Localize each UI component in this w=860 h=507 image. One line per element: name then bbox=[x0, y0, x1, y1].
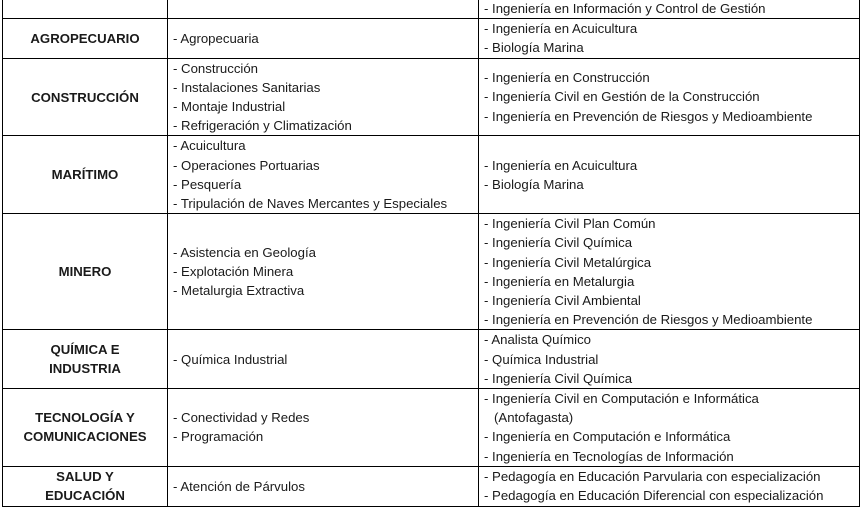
carreras-cell bbox=[479, 58, 860, 136]
text-line: - Analista Químico bbox=[484, 332, 592, 348]
text-line: SALUD Y bbox=[56, 469, 114, 485]
table-row bbox=[3, 466, 860, 506]
text-line: QUÍMICA E bbox=[50, 342, 120, 358]
text-line: - Ingeniería en Construcción bbox=[484, 70, 650, 86]
text-line: - Ingeniería Civil Metalúrgica bbox=[484, 254, 652, 270]
text-line: COMUNICACIONES bbox=[23, 429, 147, 445]
text-line: CONSTRUCCIÓN bbox=[31, 89, 139, 105]
text-line: (Antofagasta) bbox=[494, 410, 574, 426]
text-line: - Acuicultura bbox=[173, 138, 246, 154]
text-line: - Ingeniería Civil Química bbox=[484, 370, 633, 386]
especialidades-cell bbox=[168, 136, 479, 214]
area-cell bbox=[3, 214, 168, 330]
especialidades-cell bbox=[168, 330, 479, 389]
carreras-cell bbox=[479, 466, 860, 506]
text-line: MINERO bbox=[58, 264, 112, 280]
text-line: - Ingeniería Civil Ambiental bbox=[484, 293, 641, 309]
text-line: - Refrigeración y Climatización bbox=[173, 118, 352, 134]
text-line: - Ingeniería en Tecnologías de Información bbox=[484, 448, 734, 464]
text-line: - Pedagogía en Educación Parvularia con especialización bbox=[484, 469, 821, 485]
text-line: INDUSTRIA bbox=[49, 361, 121, 377]
table-row bbox=[3, 19, 860, 58]
text-line: - Montaje Industrial bbox=[173, 99, 286, 115]
table-row bbox=[3, 389, 860, 467]
especialidades-cell bbox=[168, 214, 479, 330]
table-row bbox=[3, 58, 860, 136]
table-row bbox=[3, 330, 860, 389]
text-line: EDUCACIÓN bbox=[45, 488, 125, 504]
text-line: - Ingeniería en Información y Control de Gestión bbox=[484, 1, 766, 16]
text-line: - Instalaciones Sanitarias bbox=[173, 79, 321, 95]
text-line: TECNOLOGÍA Y bbox=[35, 410, 135, 426]
text-line: - Ingeniería en Acuicultura bbox=[484, 21, 638, 37]
carreras-cell bbox=[479, 330, 860, 389]
text-line: - Tripulación de Naves Mercantes y Especiales bbox=[173, 196, 448, 212]
text-line: - Química Industrial bbox=[173, 351, 288, 367]
text-line: - Atención de Párvulos bbox=[173, 478, 305, 494]
text-line: - Ingeniería en Computación e Informática bbox=[484, 429, 731, 445]
especialidades-cell bbox=[168, 389, 479, 467]
text-line: - Agropecuaria bbox=[173, 30, 259, 46]
text-line: - Ingeniería Civil en Computación e Informática bbox=[484, 391, 759, 407]
text-line: - Operaciones Portuarias bbox=[173, 157, 320, 173]
text-line: - Conectividad y Redes bbox=[173, 410, 310, 426]
text-line: - Construcción bbox=[173, 60, 259, 76]
area-cell bbox=[3, 330, 168, 389]
text-line: - Ingeniería en Prevención de Riesgos y Medioambiente bbox=[484, 108, 813, 124]
text-line: - Pedagogía en Educación Diferencial con especialización bbox=[484, 488, 824, 504]
area-cell bbox=[3, 58, 168, 136]
area-cell bbox=[3, 136, 168, 214]
text-line: - Ingeniería en Metalurgia bbox=[484, 273, 635, 289]
text-line: - Química Industrial bbox=[484, 351, 599, 367]
carreras-cell bbox=[479, 389, 860, 467]
text-line: - Metalurgia Extractiva bbox=[173, 283, 305, 299]
table-row bbox=[3, 214, 860, 330]
table-row bbox=[3, 0, 860, 19]
area-cell bbox=[3, 19, 168, 58]
text-line: - Explotación Minera bbox=[173, 264, 294, 280]
careers-table bbox=[2, 0, 860, 507]
area-cell bbox=[3, 0, 168, 19]
table-row bbox=[3, 136, 860, 214]
text-line: AGROPECUARIO bbox=[30, 30, 140, 46]
text-line: MARÍTIMO bbox=[51, 167, 119, 183]
carreras-cell bbox=[479, 136, 860, 214]
text-line: - Ingeniería Civil en Gestión de la Construcción bbox=[484, 89, 760, 105]
text-line: - Ingeniería en Prevención de Riesgos y Medioambiente bbox=[484, 312, 813, 328]
text-line: - Ingeniería en Acuicultura bbox=[484, 157, 638, 173]
carreras-cell bbox=[479, 0, 860, 19]
area-cell bbox=[3, 466, 168, 506]
text-line: - Pesquería bbox=[173, 176, 242, 192]
text-line: - Programación bbox=[173, 429, 264, 445]
text-line: - Ingeniería Civil Química bbox=[484, 235, 633, 251]
carreras-cell bbox=[479, 214, 860, 330]
text-line: - Biología Marina bbox=[484, 176, 584, 192]
especialidades-cell bbox=[168, 58, 479, 136]
text-line: - Ingeniería Civil Plan Común bbox=[484, 216, 656, 232]
especialidades-cell bbox=[168, 0, 479, 19]
area-cell bbox=[3, 389, 168, 467]
text-line: - Asistencia en Geología bbox=[173, 245, 316, 261]
carreras-cell bbox=[479, 19, 860, 58]
especialidades-cell bbox=[168, 19, 479, 58]
text-line: - Biología Marina bbox=[484, 40, 584, 56]
especialidades-cell bbox=[168, 466, 479, 506]
